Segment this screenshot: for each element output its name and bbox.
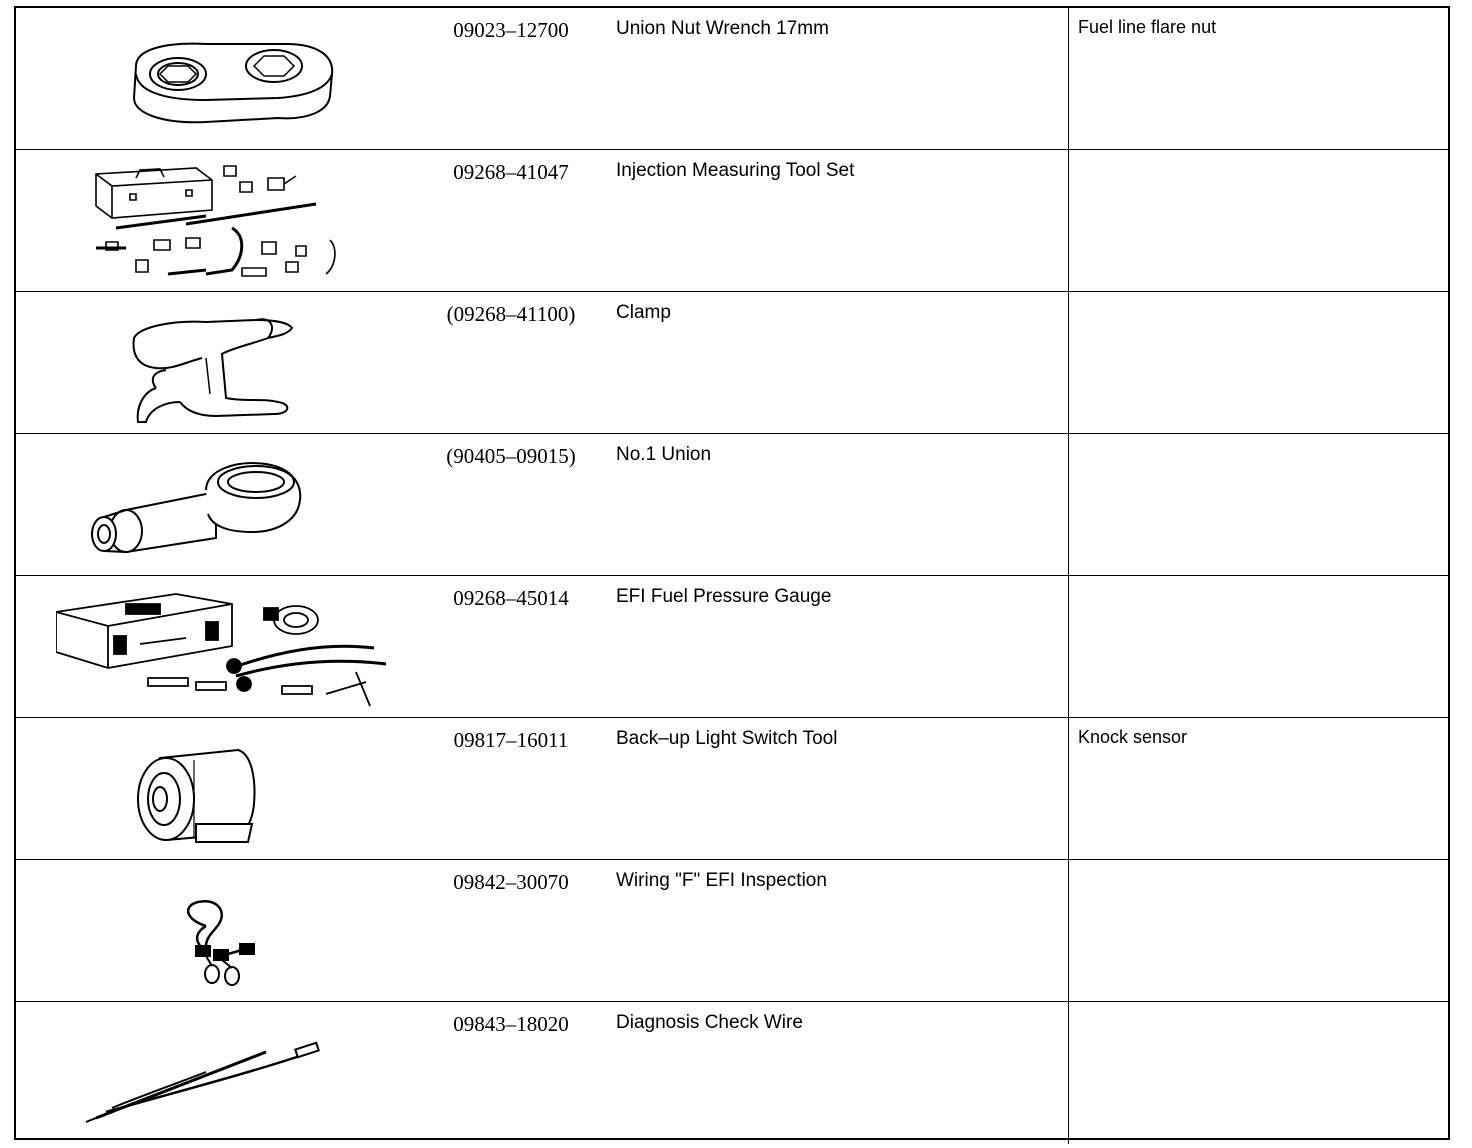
table-row <box>16 576 1448 718</box>
part-number: 09842–30070 <box>453 870 569 894</box>
tool-name: Injection Measuring Tool Set <box>616 160 855 181</box>
table-row <box>16 718 1448 860</box>
table-row <box>16 860 1448 1002</box>
part-number: 09023–12700 <box>453 18 569 42</box>
part-number: 09843–18020 <box>453 1012 569 1036</box>
part-number: (90405–09015) <box>446 444 576 468</box>
switch-socket-tool-icon <box>56 724 396 854</box>
wiring-harness-icon <box>56 866 396 996</box>
union-fitting-icon <box>56 440 396 570</box>
tool-name: Wiring "F" EFI Inspection <box>616 870 827 891</box>
part-number: 09268–41047 <box>453 160 569 184</box>
column-divider <box>1068 292 1069 433</box>
union-nut-wrench-icon <box>56 14 396 144</box>
column-divider <box>1068 576 1069 717</box>
column-divider <box>1068 1002 1069 1144</box>
check-wire-icon <box>56 1008 396 1138</box>
clamp-icon <box>56 298 396 428</box>
tool-name: Back–up Light Switch Tool <box>616 728 838 749</box>
column-divider <box>1068 150 1069 291</box>
tool-note: Fuel line flare nut <box>1078 17 1217 37</box>
column-divider <box>1068 718 1069 859</box>
fuel-pressure-gauge-kit-icon <box>56 582 396 712</box>
table-row <box>16 434 1448 576</box>
column-divider <box>1068 434 1069 575</box>
table-row <box>16 8 1448 150</box>
tool-name: No.1 Union <box>616 444 712 465</box>
tool-name: Union Nut Wrench 17mm <box>616 18 829 39</box>
column-divider <box>1068 8 1069 149</box>
part-number: (09268–41100) <box>446 302 576 326</box>
part-number: 09268–45014 <box>453 586 569 610</box>
tool-name: EFI Fuel Pressure Gauge <box>616 586 832 607</box>
table-row <box>16 292 1448 434</box>
injection-tool-set-icon <box>56 156 396 286</box>
table-row <box>16 1002 1448 1144</box>
tool-note: Knock sensor <box>1078 727 1188 747</box>
column-divider <box>1068 860 1069 1001</box>
special-service-tools-table <box>14 6 1450 1140</box>
tool-name: Clamp <box>616 302 671 323</box>
part-number: 09817–16011 <box>453 728 569 752</box>
tool-name: Diagnosis Check Wire <box>616 1012 803 1033</box>
table-row <box>16 150 1448 292</box>
